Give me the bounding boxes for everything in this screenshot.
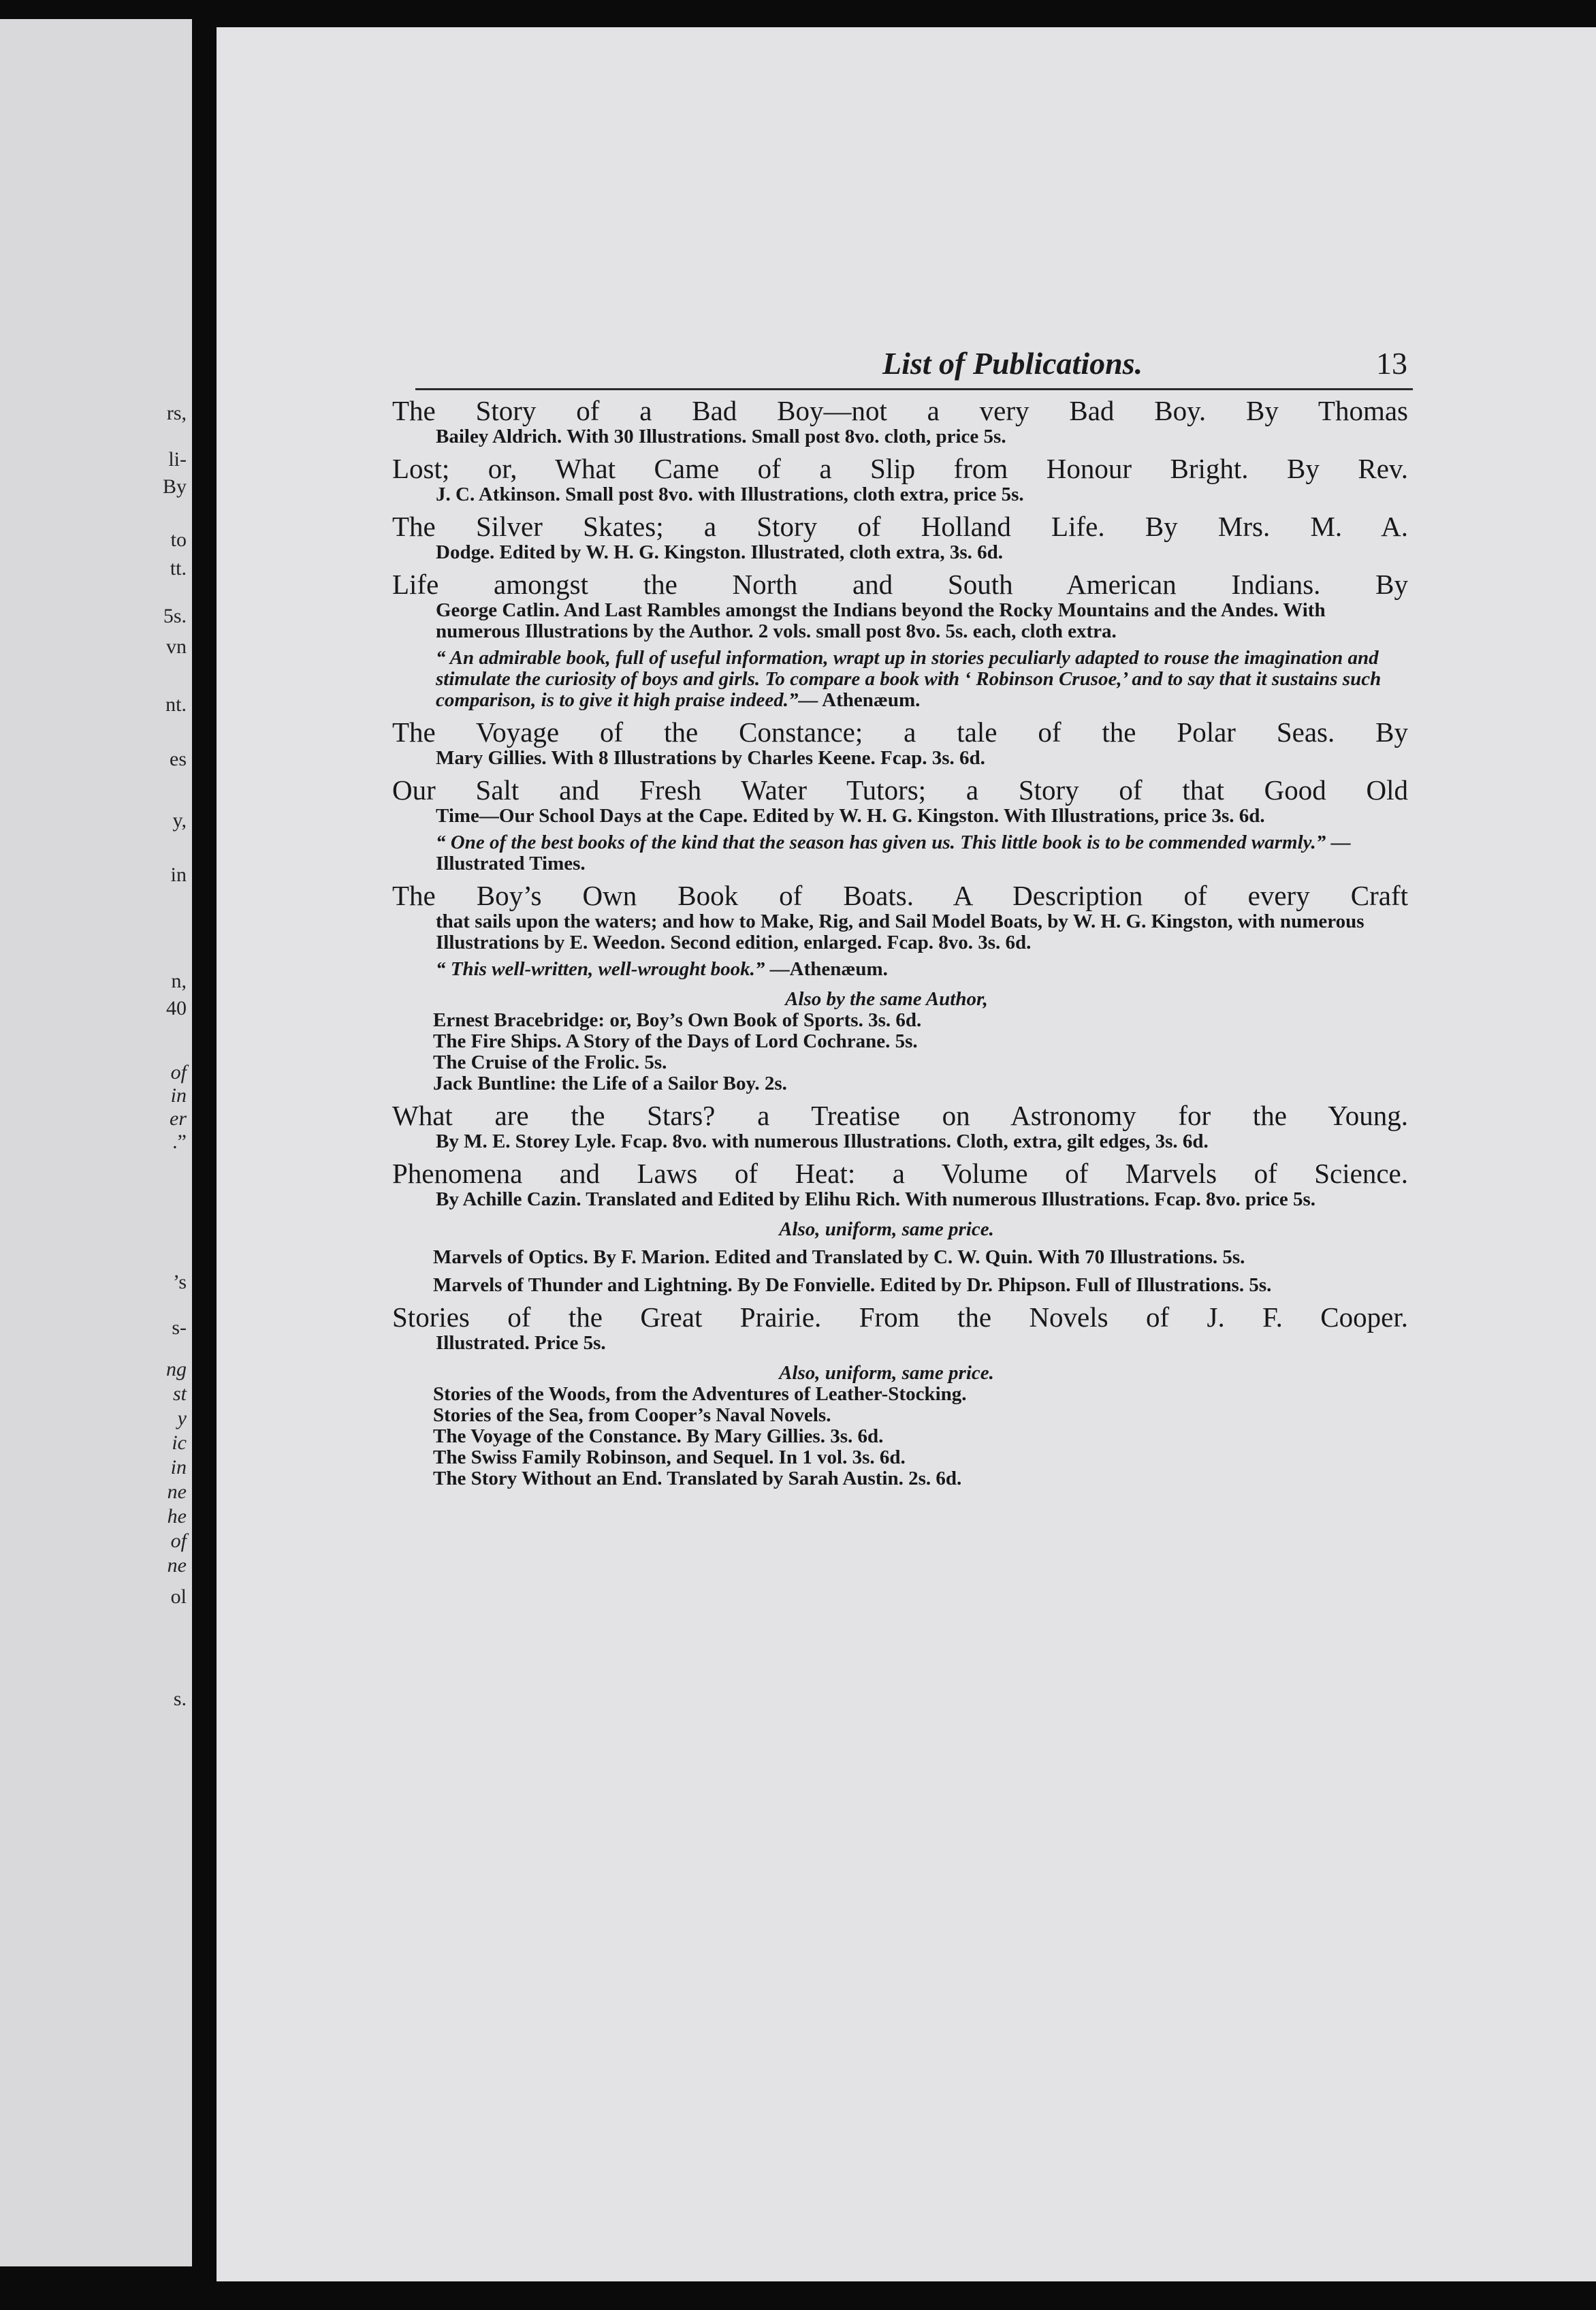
entry-title: The Silver Skates; a Story of Holland Life. By Mrs. M. A. [392,511,1408,542]
publication-entry [392,1101,1408,1152]
page-number: 13 [1376,346,1407,381]
related-title: The Fire Ships. A Story of the Days of Lord Cochrane. 5s. [433,1030,918,1052]
entry-description: J. C. Atkinson. Small post 8vo. with Illustrations, cloth extra, price 5s. [436,484,1024,505]
entry-description: Illustrated. Price 5s. [436,1332,606,1354]
facing-page-fragment: of [170,1530,187,1552]
entry-title: Our Salt and Fresh Water Tutors; a Story of that Good Old [392,774,1408,806]
entry-description: By M. E. Storey Lyle. Fcap. 8vo. with numerous Illustrations. Cloth, extra, gilt edges, 3s. 6d. [436,1130,1209,1152]
entry-title: The Boy’s Own Book of Boats. A Description of every Craft [392,880,1408,911]
entry-title: The Story of a Bad Boy—not a very Bad Boy. By Thomas [392,395,1408,426]
facing-page-fragment: to [170,528,187,551]
entry-review-quote [392,959,1408,980]
facing-page-fragment: y, [172,809,187,832]
facing-page-fragment: in [170,1084,187,1107]
related-title: The Story Without an End. Translated by Sarah Austin. 2s. 6d. [433,1468,962,1489]
entry-title: Lost; or, What Came of a Slip from Honour Bright. By Rev. [392,453,1408,484]
also-heading: Also, uniform, same price. [779,1362,994,1384]
facing-page-fragment: rs, [166,402,187,424]
facing-page-fragment: vn [166,635,187,658]
facing-page-fragment: y [177,1407,187,1429]
facing-page-fragment: he [167,1505,187,1528]
facing-page-fragment: st [172,1382,187,1405]
entry-description: Mary Gillies. With 8 Illustrations by Charles Keene. Fcap. 3s. 6d. [436,747,985,769]
entry-description: Time—Our School Days at the Cape. Edited by W. H. G. Kingston. With Illustrations, price 3s. 6d. [436,805,1265,827]
entry-description: Dodge. Edited by W. H. G. Kingston. Illustrated, cloth extra, 3s. 6d. [436,541,1004,563]
also-heading: Also by the same Author, [785,988,988,1010]
publication-entry [392,775,1408,874]
entry-title: What are the Stars? a Treatise on Astronomy for the Young. [392,1100,1408,1131]
facing-page-fragment: By [162,475,187,498]
review-source: Athenæum. [822,689,921,711]
facing-page-fragment: ’s [172,1271,187,1293]
publication-entry [392,717,1408,769]
publication-entry [392,881,1408,1094]
facing-page-edge [0,19,192,2266]
facing-page-fragment: in [170,1456,187,1478]
entry-title: Stories of the Great Prairie. From the Novels of J. F. Cooper. [392,1301,1408,1333]
publication-entry [392,396,1408,447]
review-text: “ This well-written, well-wrought book.” [436,958,765,980]
review-text: “ One of the best books of the kind that the season has given us. This little book is to be commended warmly.” [436,832,1326,853]
related-title: Ernest Bracebridge: or, Boy’s Own Book of Sports. 3s. 6d. [433,1009,922,1031]
running-head: List of Publications. [882,346,1143,381]
facing-page-fragment: 5s. [163,605,187,627]
page-header [415,317,1413,390]
book-page [217,27,1596,2281]
facing-page-fragment: n, [171,970,187,992]
facing-page-fragment: s- [172,1316,187,1339]
review-source: —Athenæum. [769,958,888,980]
entry-title: Life amongst the North and South American Indians. By [392,569,1408,600]
related-title: Marvels of Thunder and Lightning. By De Fonvielle. Edited by Dr. Phipson. Full of Illustrations. 5s. [433,1274,1272,1296]
publication-entry [392,1302,1408,1489]
facing-page-fragment: ne [167,1481,187,1503]
facing-page-fragment: er [170,1107,187,1130]
publication-list [392,390,1408,1489]
publication-entry [392,511,1408,563]
facing-page-fragment: ol [170,1585,187,1608]
entry-title: The Voyage of the Constance; a tale of the Polar Seas. By [392,716,1408,748]
also-heading: Also, uniform, same price. [779,1218,994,1240]
facing-page-fragment: tt. [170,557,187,580]
facing-page-fragment: nt. [165,693,187,716]
facing-page-fragment: ic [172,1431,187,1454]
related-title: Marvels of Optics. By F. Marion. Edited and Translated by C. W. Quin. With 70 Illustrations. 5s. [433,1246,1245,1268]
entry-description: By Achille Cazin. Translated and Edited by Elihu Rich. With numerous Illustrations. Fcap. 8vo. price 5s. [436,1188,1316,1210]
entry-description: Bailey Aldrich. With 30 Illustrations. Small post 8vo. cloth, price 5s. [436,426,1006,447]
entry-review-quote [392,648,1408,711]
publication-entry [392,1158,1408,1296]
publication-entry [392,569,1408,711]
facing-page-fragment: ng [166,1358,187,1380]
facing-page-fragment: of [170,1061,187,1083]
facing-page-fragment: 40 [166,997,187,1019]
related-title: Jack Buntline: the Life of a Sailor Boy. 2s. [433,1073,787,1094]
facing-page-fragment: s. [173,1688,187,1710]
facing-page-fragment: ne [167,1554,187,1577]
entry-title: Phenomena and Laws of Heat: a Volume of Marvels of Science. [392,1158,1408,1189]
entry-description: George Catlin. And Last Rambles amongst the Indians beyond the Rocky Mountains and the Andes. With numerous Illustrations by the Author. 2 vols. small post 8vo. 5s. each, cloth extra. [436,599,1326,642]
publication-entry [392,454,1408,505]
review-source: —Illustrated Times. [436,832,1351,874]
related-title: Stories of the Woods, from the Adventures of Leather-Stocking. [433,1383,967,1405]
facing-page-fragment: in [170,864,187,886]
review-text: “ An admirable book, full of useful information, wrapt up in stories peculiarly adapted to rouse the imagination and stimulate the curiosity of boys and girls. To compare a book with ‘ Robinson Crusoe,’ and to say that it sustains such comparison, is to give it high praise indeed.”— [436,647,1382,711]
facing-page-fragment: li- [168,448,187,471]
related-title: The Cruise of the Frolic. 5s. [433,1051,667,1073]
entry-description: that sails upon the waters; and how to Make, Rig, and Sail Model Boats, by W. H. G. Kingston, with numerous Illustrations by E. Weedon. Second edition, enlarged. Fcap. 8vo. 3s. 6d. [436,911,1364,953]
related-title: The Voyage of the Constance. By Mary Gillies. 3s. 6d. [433,1425,884,1447]
related-title: The Swiss Family Robinson, and Sequel. In 1 vol. 3s. 6d. [433,1446,906,1468]
facing-page-fragment: es [170,748,187,770]
entry-review-quote [392,832,1408,874]
facing-page-fragment: .” [172,1130,187,1153]
related-title: Stories of the Sea, from Cooper’s Naval Novels. [433,1404,831,1426]
